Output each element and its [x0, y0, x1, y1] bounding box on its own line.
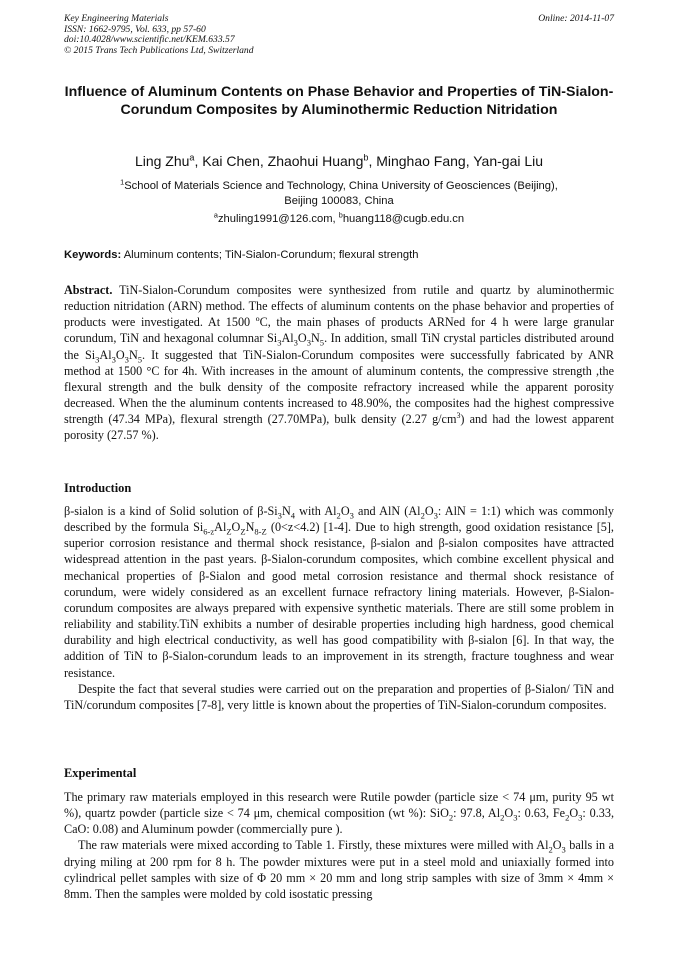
- author-superscript: b: [363, 152, 369, 163]
- subscript: 3: [433, 510, 438, 521]
- abstract-text: ) and had the lowest apparent porosity (27.57 %).: [64, 412, 614, 443]
- journal-header: [64, 14, 254, 56]
- text: and AlN (Al: [353, 504, 421, 518]
- subscript: 5: [137, 354, 143, 365]
- email-superscript: b: [338, 210, 343, 220]
- email-superscript: a: [213, 210, 218, 220]
- text: O: [569, 806, 579, 821]
- author-name: Ling Zhu: [134, 153, 190, 169]
- subscript: 3: [95, 354, 100, 365]
- subscript: 3: [513, 812, 518, 823]
- section-heading-introduction: Introduction: [64, 481, 132, 495]
- doi-line: doi:10.4028/www.scientific.net/KEM.633.57: [64, 34, 235, 46]
- subscript: 2: [420, 510, 425, 521]
- superscript: 3: [456, 411, 461, 421]
- author-list: [64, 152, 614, 170]
- text: : 0.63, Fe: [517, 806, 566, 821]
- keywords-label: Keywords:: [64, 249, 122, 261]
- subscript: 3: [578, 812, 583, 823]
- keywords-text: Aluminum contents; TiN-Sialon-Corundum; flexural strength: [121, 249, 419, 261]
- subscript: 2: [336, 510, 341, 521]
- abstract-text: O: [297, 331, 307, 346]
- subscript: 2: [565, 812, 570, 823]
- subscript: 3: [277, 510, 282, 521]
- text: N: [245, 520, 255, 535]
- paragraph: [64, 503, 614, 681]
- text: : AlN = 1:1) which was commonly described by the formula Si: [64, 504, 614, 535]
- text: : 0.33, CaO: 0.08) and Aluminum powder (commercially pure ).: [64, 806, 614, 837]
- affiliation-line: School of Materials Science and Technology, China University of Geosciences (Beijing),: [124, 180, 558, 192]
- keywords: [64, 248, 614, 263]
- text: with Al: [295, 504, 337, 518]
- journal-name: Key Engineering Materials: [64, 13, 169, 24]
- subscript: 2: [448, 812, 454, 823]
- text: O: [424, 504, 434, 518]
- text: balls in a drying miling at 200 rpm for 8 h. The powder mixtures were put in a steel mold and uniaxially formed into cylindrical pellet samples with size of Φ 20 mm × 20 mm and long strip samples with size of 3mm × 4mm × 8mm. Then the samples were molded by cold isostatic pressing: [64, 838, 614, 901]
- introduction-body: [64, 503, 614, 713]
- subscript: 8-Z: [254, 526, 267, 537]
- online-date: Online: 2014-11-07: [538, 13, 614, 24]
- email-link[interactable]: huang118@cugb.edu.cn: [342, 213, 465, 225]
- abstract-text: TiN-Sialon-Corundum composites were synthesized from rutile and quartz by aluminothermic reduction nitridation (ARN) method. The effects of aluminum contents on the phase behavior and properties of products were investigated. At 1500 ºC, the main phases of products ARNed for 4 h were large granular corundum, TiN and hexagonal columnar Si: [64, 283, 614, 346]
- abstract: [64, 282, 614, 444]
- paragraph: [64, 789, 614, 837]
- subscript: 3: [111, 354, 116, 365]
- text: : 97.8, Al: [453, 806, 501, 821]
- experimental-body: [64, 789, 614, 902]
- text: β-sialon is a kind of Solid solution of β-Si: [64, 504, 278, 518]
- abstract-text: N: [128, 347, 138, 362]
- author-superscript: a: [189, 152, 195, 163]
- subscript: 3: [293, 337, 298, 348]
- paper-title: Influence of Aluminum Contents on Phase Behavior and Properties of TiN-Sialon-Corundum Composites by Aluminothermic Reduction Nitridation: [64, 84, 614, 118]
- abstract-text: Al: [99, 347, 112, 362]
- abstract-text: Al: [281, 331, 294, 346]
- abstract-text: N: [310, 331, 320, 346]
- subscript: 5: [319, 337, 325, 348]
- abstract-text: . It suggested that TiN-Sialon-Corundum composites were successfully fabricated by ANR method at 1500 °C for 4h. With increases in the amount of aluminum contents, the compressive strength ,the flexural strength and the bulk density of the composite refractory increased while the apparent porosity decreased. When the the aluminum contents increased to 48.90%, the composites had the highest compressive strength (47.34 MPa), flexural strength (27.70MPa), bulk density (2.27 g/cm: [64, 347, 615, 427]
- subscript: 3: [349, 510, 354, 521]
- subscript: 3: [561, 844, 566, 855]
- affiliation-line: Beijing 100083, China: [284, 194, 394, 207]
- text: N: [281, 504, 291, 518]
- text: (0<z<4.2) [1-4]. Due to high strength, good oxidation resistance [5], superior corrosion resistance and thermal shock resistance, β-sialon and β-sialon composites have attracted widespread attention in the past years. β-Sialon-corundum composites, which combine excellent physical and mechanical properties of β-Sialon and good metal corrosion resistance and thermal shock resistance of corundum, were widely considered as an excellent furnace refractory lining materials. However, β-Sialon-corundum composites are always prepared with expensive synthetic materials. There are still some problem in reliability and stability.TiN exhibits a number of desirable properties including high hardness, good chemical durability and high electrical conductivity, as well has good compatibility with β-sialon [6]. In that way, the addition of TiN to β-Sialon-corundum leads to an improvement in its strength, fracture toughness and wear resistance.: [64, 520, 614, 680]
- abstract-text: O: [115, 347, 125, 362]
- email-link[interactable]: zhuling1991@126.com,: [217, 213, 339, 225]
- subscript: 2: [548, 844, 553, 855]
- text: O: [340, 504, 350, 518]
- subscript: 3: [306, 337, 311, 348]
- text: The primary raw materials employed in this research were Rutile powder (particle size < 74 μm, purity 95 wt %), quartz powder (particle size < 74 μm, chemical composition (wt %): SiO: [64, 790, 614, 821]
- text: O: [231, 520, 241, 535]
- subscript: 4: [290, 510, 296, 521]
- subscript: Z: [240, 526, 246, 537]
- author-emails: [64, 212, 614, 227]
- subscript: 3: [124, 354, 129, 365]
- text: Al: [214, 520, 227, 535]
- abstract-text: . In addition, small TiN crystal particles distributed around the Si: [64, 331, 614, 362]
- text: O: [552, 838, 562, 853]
- affiliation-superscript: 1: [120, 177, 125, 187]
- subscript: Z: [226, 526, 232, 537]
- abstract-label: Abstract.: [64, 283, 113, 297]
- subscript: 3: [277, 337, 282, 348]
- text: The raw materials were mixed according to Table 1. Firstly, these mixtures were milled with Al: [78, 838, 549, 853]
- affiliation: [64, 179, 614, 208]
- author-name: , Kai Chen, Zhaohui Huang: [194, 153, 364, 169]
- author-name: , Minghao Fang, Yan-gai Liu: [368, 153, 544, 169]
- issn-line: ISSN: 1662-9795, Vol. 633, pp 57-60: [64, 23, 206, 35]
- section-heading-experimental: Experimental: [64, 766, 137, 780]
- subscript: 6-z: [203, 526, 215, 537]
- paragraph: [64, 837, 614, 902]
- subscript: 2: [500, 812, 505, 823]
- paragraph: Despite the fact that several studies were carried out on the preparation and properties of β-Sialon/ TiN and TiN/corundum composites [7-8], very little is known about the properties of TiN-Sialon-corundum composites.: [64, 681, 614, 712]
- copyright-line: © 2015 Trans Tech Publications Ltd, Switzerland: [64, 44, 254, 56]
- text: O: [504, 806, 514, 821]
